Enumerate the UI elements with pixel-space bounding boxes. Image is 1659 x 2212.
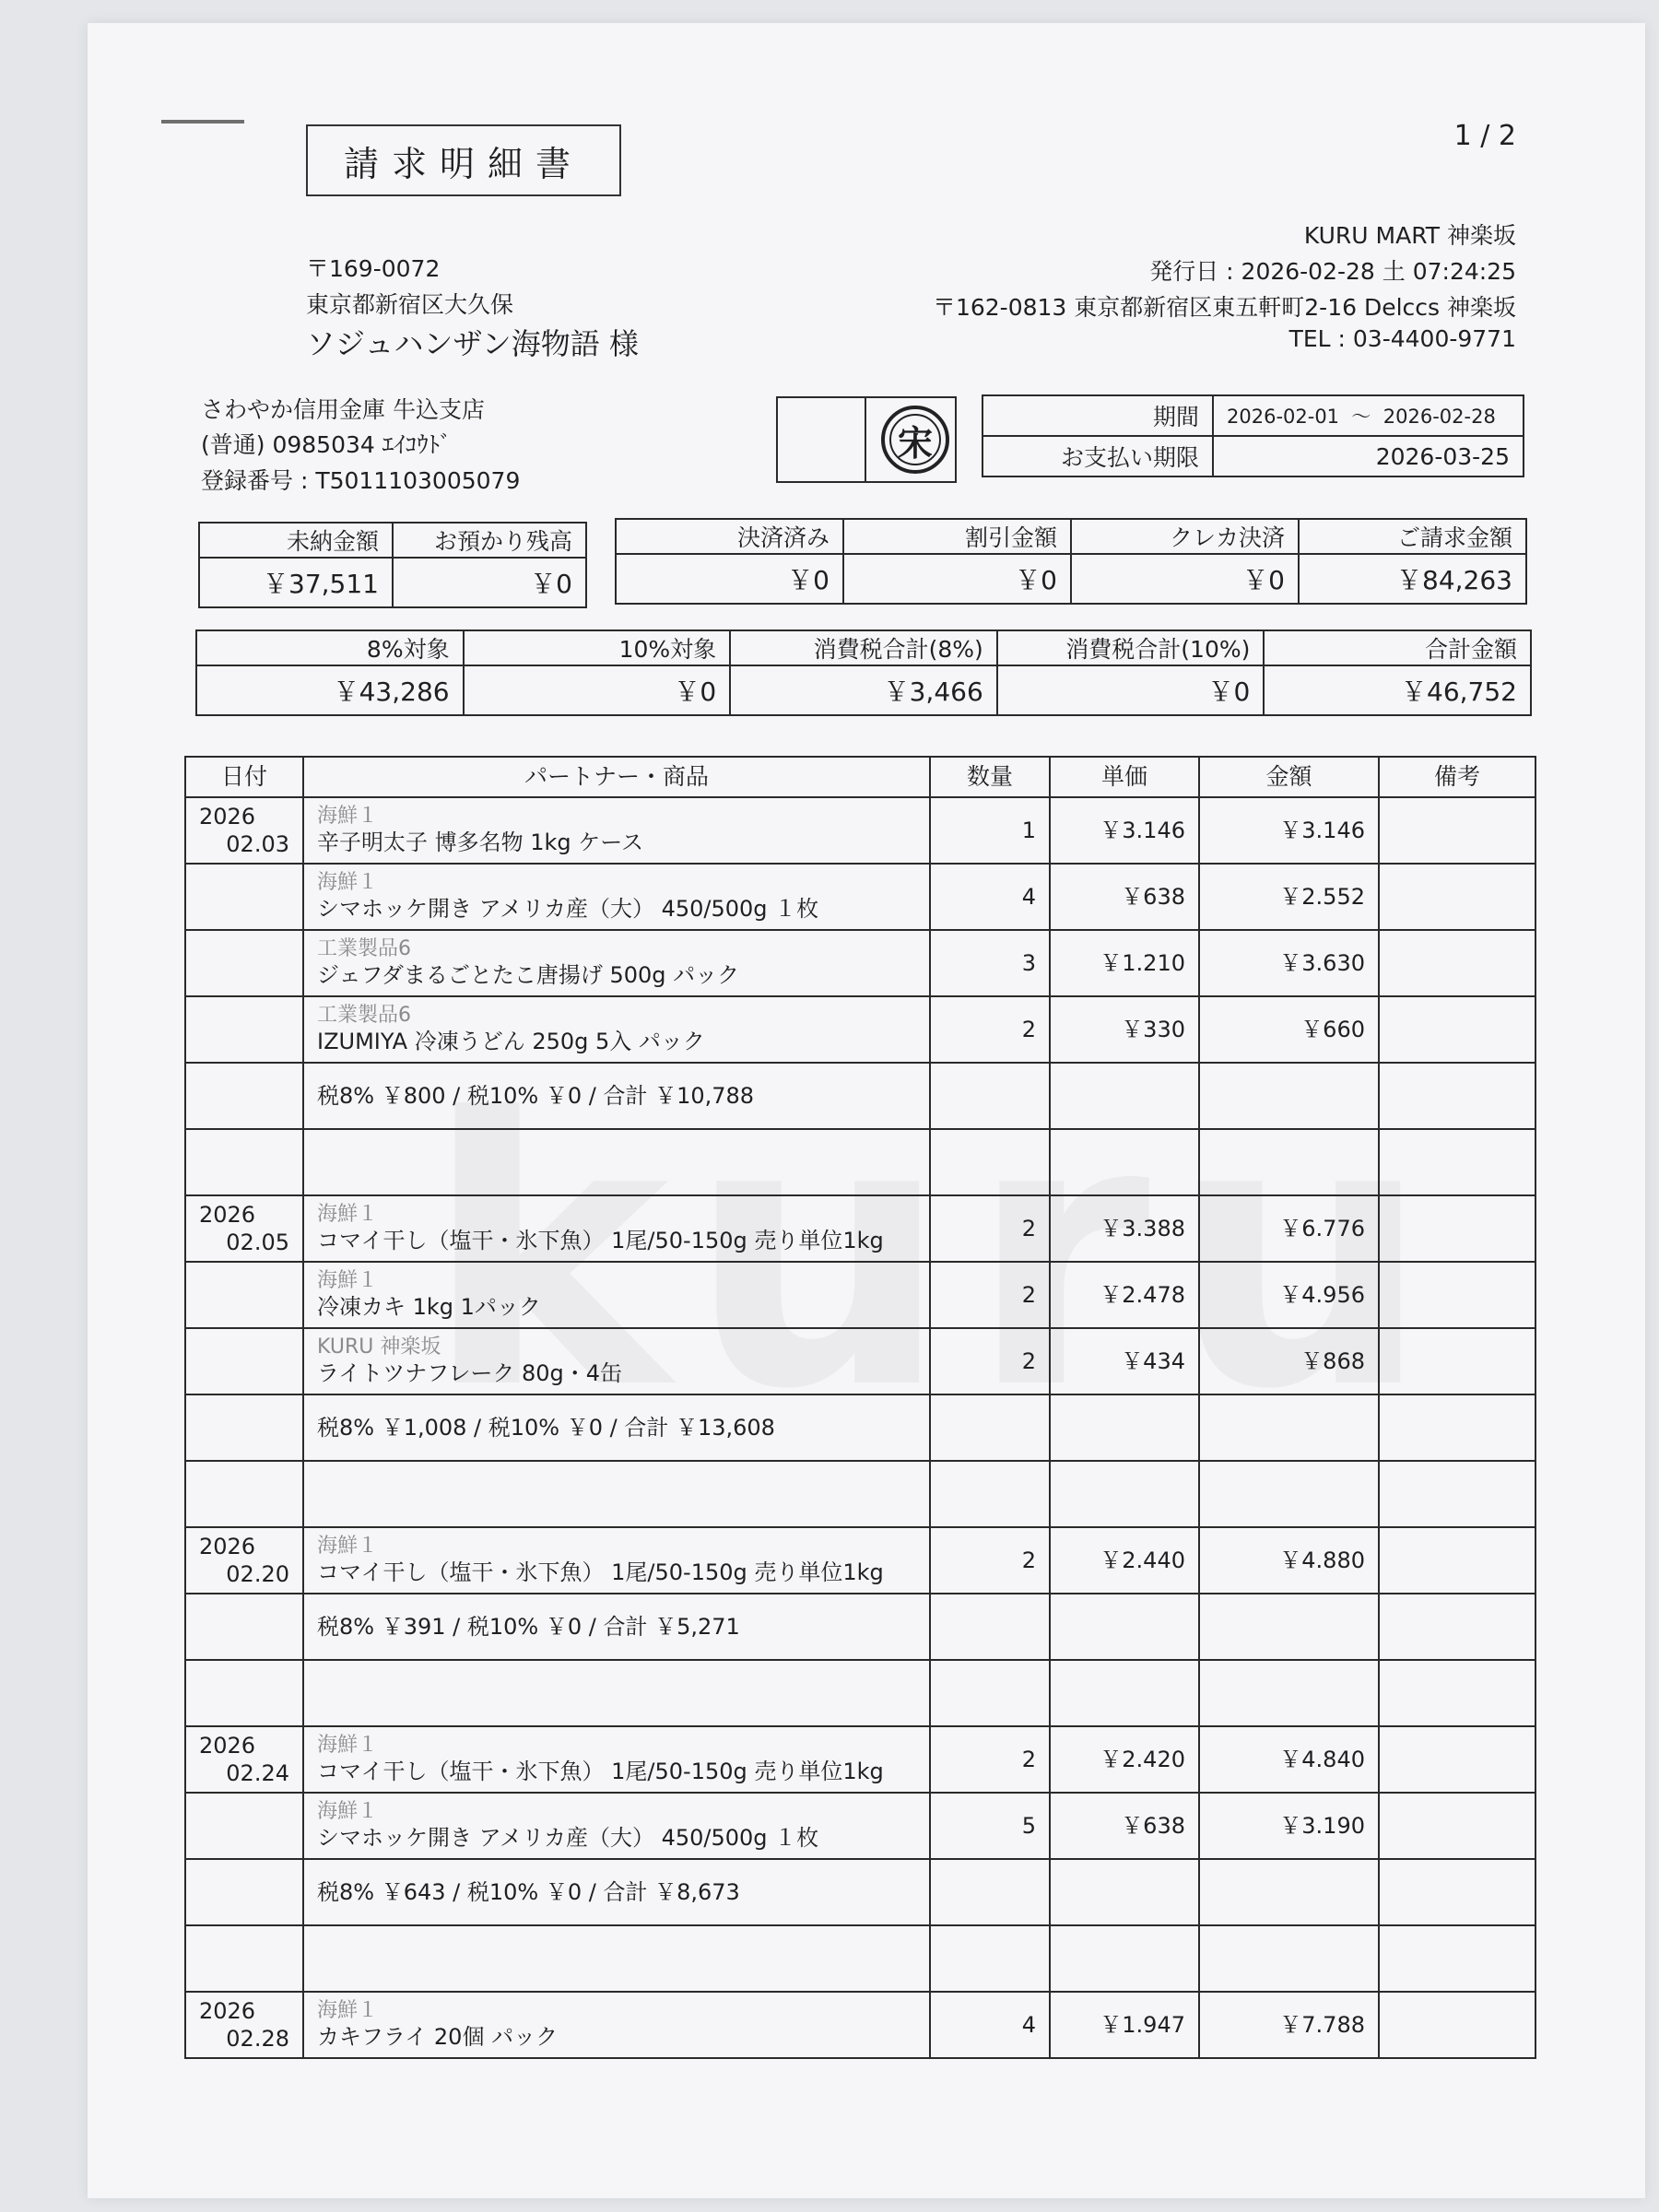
item-name: ジェフダまるごとたこ唐揚げ 500g パック — [317, 962, 740, 988]
total-value: ￥46,752 — [1264, 665, 1531, 715]
item-qty: 4 — [930, 1992, 1050, 2058]
item-product — [303, 1328, 930, 1394]
billed-label: ご請求金額 — [1299, 519, 1526, 554]
item-amount: ￥868 — [1199, 1328, 1379, 1394]
item-notes — [1379, 1328, 1535, 1394]
blank-row — [185, 1461, 1535, 1527]
bank-name: さわやか信用金庫 牛込支店 — [201, 396, 485, 423]
taxable-8-label: 8%対象 — [196, 630, 464, 665]
tax-10-label: 消費税合計(10%) — [997, 630, 1265, 665]
period-range: 2026-02-01 ～ 2026-02-28 — [1213, 395, 1524, 436]
item-product — [303, 1195, 930, 1262]
item-amount: ￥660 — [1199, 996, 1379, 1063]
issue-date: 発行日 : 2026-02-28 土 07:24:25 — [1149, 258, 1516, 285]
balance-table — [198, 522, 587, 608]
item-category: 工業製品6 — [317, 937, 411, 960]
item-category: 海鮮１ — [317, 1734, 379, 1757]
item-amount: ￥2.552 — [1199, 864, 1379, 930]
item-date — [185, 1328, 303, 1394]
subtotal-row — [185, 1063, 1535, 1129]
table-row — [185, 996, 1535, 1063]
item-date: 2026 02.03 — [185, 797, 303, 864]
item-qty: 2 — [930, 1328, 1050, 1394]
tax-table — [195, 629, 1532, 716]
item-category: 海鮮１ — [317, 805, 379, 828]
item-amount: ￥4.840 — [1199, 1726, 1379, 1793]
item-category: 海鮮１ — [317, 1999, 379, 2022]
taxable-8-value: ￥43,286 — [196, 665, 464, 715]
item-unit-price: ￥2.478 — [1050, 1262, 1199, 1328]
col-amount: 金額 — [1199, 757, 1379, 797]
item-qty: 2 — [930, 996, 1050, 1063]
table-row — [185, 1793, 1535, 1859]
item-date — [185, 864, 303, 930]
subtotal-text: 税8% ￥643 / 税10% ￥0 / 合計 ￥8,673 — [303, 1859, 930, 1925]
item-date — [185, 930, 303, 996]
item-amount: ￥4.956 — [1199, 1262, 1379, 1328]
item-unit-price: ￥638 — [1050, 864, 1199, 930]
deposit-label: お預かり残高 — [393, 523, 586, 558]
stamp-box — [776, 396, 957, 483]
blank-row — [185, 1129, 1535, 1195]
table-row — [185, 797, 1535, 864]
subtotal-row — [185, 1394, 1535, 1461]
item-notes — [1379, 1793, 1535, 1859]
unpaid-label: 未納金額 — [199, 523, 393, 558]
item-name: シマホッケ開き アメリカ産（大） 450/500g １枚 — [317, 896, 819, 922]
subtotal-text: 税8% ￥1,008 / 税10% ￥0 / 合計 ￥13,608 — [303, 1394, 930, 1461]
item-unit-price: ￥2.420 — [1050, 1726, 1199, 1793]
table-row — [185, 1262, 1535, 1328]
item-qty: 5 — [930, 1793, 1050, 1859]
card-label: クレカ決済 — [1071, 519, 1299, 554]
table-row — [185, 1726, 1535, 1793]
item-name: ライトツナフレーク 80g・4缶 — [317, 1360, 622, 1386]
payment-table — [615, 518, 1527, 605]
customer-address: 東京都新宿区大久保 — [306, 291, 514, 318]
item-notes — [1379, 1992, 1535, 2058]
item-notes — [1379, 996, 1535, 1063]
item-unit-price: ￥330 — [1050, 996, 1199, 1063]
document-title: 請求明細書 — [306, 124, 621, 196]
subtotal-row — [185, 1859, 1535, 1925]
item-qty: 2 — [930, 1527, 1050, 1594]
blank-row — [185, 1660, 1535, 1726]
item-date — [185, 1262, 303, 1328]
vendor-address: 〒162-0813 東京都新宿区東五軒町2-16 Delccs 神楽坂 — [932, 294, 1516, 321]
item-product — [303, 996, 930, 1063]
item-qty: 3 — [930, 930, 1050, 996]
item-unit-price: ￥3.388 — [1050, 1195, 1199, 1262]
item-name: コマイ干し（塩干・氷下魚） 1尾/50-150g 売り単位1kg — [317, 1228, 884, 1253]
item-notes — [1379, 930, 1535, 996]
item-category: 海鮮１ — [317, 1203, 379, 1226]
blank-row — [185, 1925, 1535, 1992]
deposit-value: ￥0 — [393, 558, 586, 607]
item-category: 海鮮１ — [317, 1535, 379, 1558]
table-row — [185, 1195, 1535, 1262]
item-name: コマイ干し（塩干・氷下魚） 1尾/50-150g 売り単位1kg — [317, 1759, 884, 1784]
item-qty: 2 — [930, 1262, 1050, 1328]
item-qty: 4 — [930, 864, 1050, 930]
item-category: 海鮮１ — [317, 1269, 379, 1292]
subtotal-text: 税8% ￥800 / 税10% ￥0 / 合計 ￥10,788 — [303, 1063, 930, 1129]
table-row — [185, 864, 1535, 930]
subtotal-row — [185, 1594, 1535, 1660]
item-amount: ￥7.788 — [1199, 1992, 1379, 2058]
bank-account: (普通) 0985034 ｴｲｺｳﾄﾞ — [201, 431, 452, 458]
unpaid-value: ￥37,511 — [199, 558, 393, 607]
vendor-name: KURU MART 神楽坂 — [1303, 222, 1516, 249]
item-unit-price: ￥1.210 — [1050, 930, 1199, 996]
item-date — [185, 1793, 303, 1859]
item-amount: ￥3.146 — [1199, 797, 1379, 864]
item-date: 2026 02.20 — [185, 1527, 303, 1594]
item-amount: ￥6.776 — [1199, 1195, 1379, 1262]
item-unit-price: ￥1.947 — [1050, 1992, 1199, 2058]
seal-stamp-icon: 宋 — [881, 406, 949, 474]
registration-number: 登録番号 : T5011103005079 — [201, 467, 521, 494]
taxable-10-label: 10%対象 — [464, 630, 731, 665]
item-notes — [1379, 1262, 1535, 1328]
item-notes — [1379, 1195, 1535, 1262]
due-label: お支払い期限 — [982, 436, 1213, 477]
item-name: シマホッケ開き アメリカ産（大） 450/500g １枚 — [317, 1825, 819, 1851]
item-name: コマイ干し（塩干・氷下魚） 1尾/50-150g 売り単位1kg — [317, 1559, 884, 1585]
item-name: 冷凍カキ 1kg 1パック — [317, 1294, 541, 1320]
item-amount: ￥3.630 — [1199, 930, 1379, 996]
item-unit-price: ￥638 — [1050, 1793, 1199, 1859]
item-product — [303, 930, 930, 996]
customer-postal: 〒169-0072 — [306, 255, 441, 282]
card-value: ￥0 — [1071, 554, 1299, 604]
item-product — [303, 1527, 930, 1594]
tax-8-value: ￥3,466 — [730, 665, 997, 715]
taxable-10-value: ￥0 — [464, 665, 731, 715]
table-row — [185, 1527, 1535, 1594]
billed-value: ￥84,263 — [1299, 554, 1526, 604]
tax-10-value: ￥0 — [997, 665, 1265, 715]
item-date: 2026 02.24 — [185, 1726, 303, 1793]
col-notes: 備考 — [1379, 757, 1535, 797]
settled-value: ￥0 — [616, 554, 843, 604]
item-category: 海鮮１ — [317, 871, 379, 894]
vendor-tel: TEL : 03-4400-9771 — [1288, 325, 1516, 352]
item-date: 2026 02.28 — [185, 1992, 303, 2058]
item-name: IZUMIYA 冷凍うどん 250g 5入 パック — [317, 1029, 705, 1054]
item-category: 工業製品6 — [317, 1004, 411, 1027]
item-notes — [1379, 864, 1535, 930]
item-date — [185, 996, 303, 1063]
col-date: 日付 — [185, 757, 303, 797]
item-date: 2026 02.05 — [185, 1195, 303, 1262]
col-qty: 数量 — [930, 757, 1050, 797]
item-category: KURU 神楽坂 — [317, 1335, 441, 1359]
item-product — [303, 1726, 930, 1793]
col-product: パートナー・商品 — [303, 757, 930, 797]
table-row — [185, 1328, 1535, 1394]
table-row — [185, 1992, 1535, 2058]
period-table — [982, 394, 1524, 477]
item-unit-price: ￥434 — [1050, 1328, 1199, 1394]
tax-8-label: 消費税合計(8%) — [730, 630, 997, 665]
item-name: カキフライ 20個 パック — [317, 2024, 559, 2050]
page-mark — [161, 120, 244, 124]
item-unit-price: ￥3.146 — [1050, 797, 1199, 864]
item-qty: 1 — [930, 797, 1050, 864]
item-name: 辛子明太子 博多名物 1kg ケース — [317, 830, 644, 855]
item-product — [303, 1262, 930, 1328]
item-product — [303, 1793, 930, 1859]
discount-value: ￥0 — [843, 554, 1071, 604]
item-unit-price: ￥2.440 — [1050, 1527, 1199, 1594]
item-amount: ￥3.190 — [1199, 1793, 1379, 1859]
period-label: 期間 — [982, 395, 1213, 436]
total-label: 合計金額 — [1264, 630, 1531, 665]
settled-label: 決済済み — [616, 519, 843, 554]
due-date: 2026-03-25 — [1213, 436, 1524, 477]
items-table — [184, 756, 1536, 2059]
item-product — [303, 797, 930, 864]
item-product — [303, 1992, 930, 2058]
item-notes — [1379, 1527, 1535, 1594]
page-number: 1 / 2 — [1453, 120, 1516, 152]
item-product — [303, 864, 930, 930]
customer-name: ソジュハンザン海物語 様 — [306, 326, 639, 361]
table-row — [185, 930, 1535, 996]
item-qty: 2 — [930, 1195, 1050, 1262]
subtotal-text: 税8% ￥391 / 税10% ￥0 / 合計 ￥5,271 — [303, 1594, 930, 1660]
item-amount: ￥4.880 — [1199, 1527, 1379, 1594]
col-unit-price: 単価 — [1050, 757, 1199, 797]
item-category: 海鮮１ — [317, 1800, 379, 1823]
discount-label: 割引金額 — [843, 519, 1071, 554]
item-qty: 2 — [930, 1726, 1050, 1793]
item-notes — [1379, 797, 1535, 864]
item-notes — [1379, 1726, 1535, 1793]
